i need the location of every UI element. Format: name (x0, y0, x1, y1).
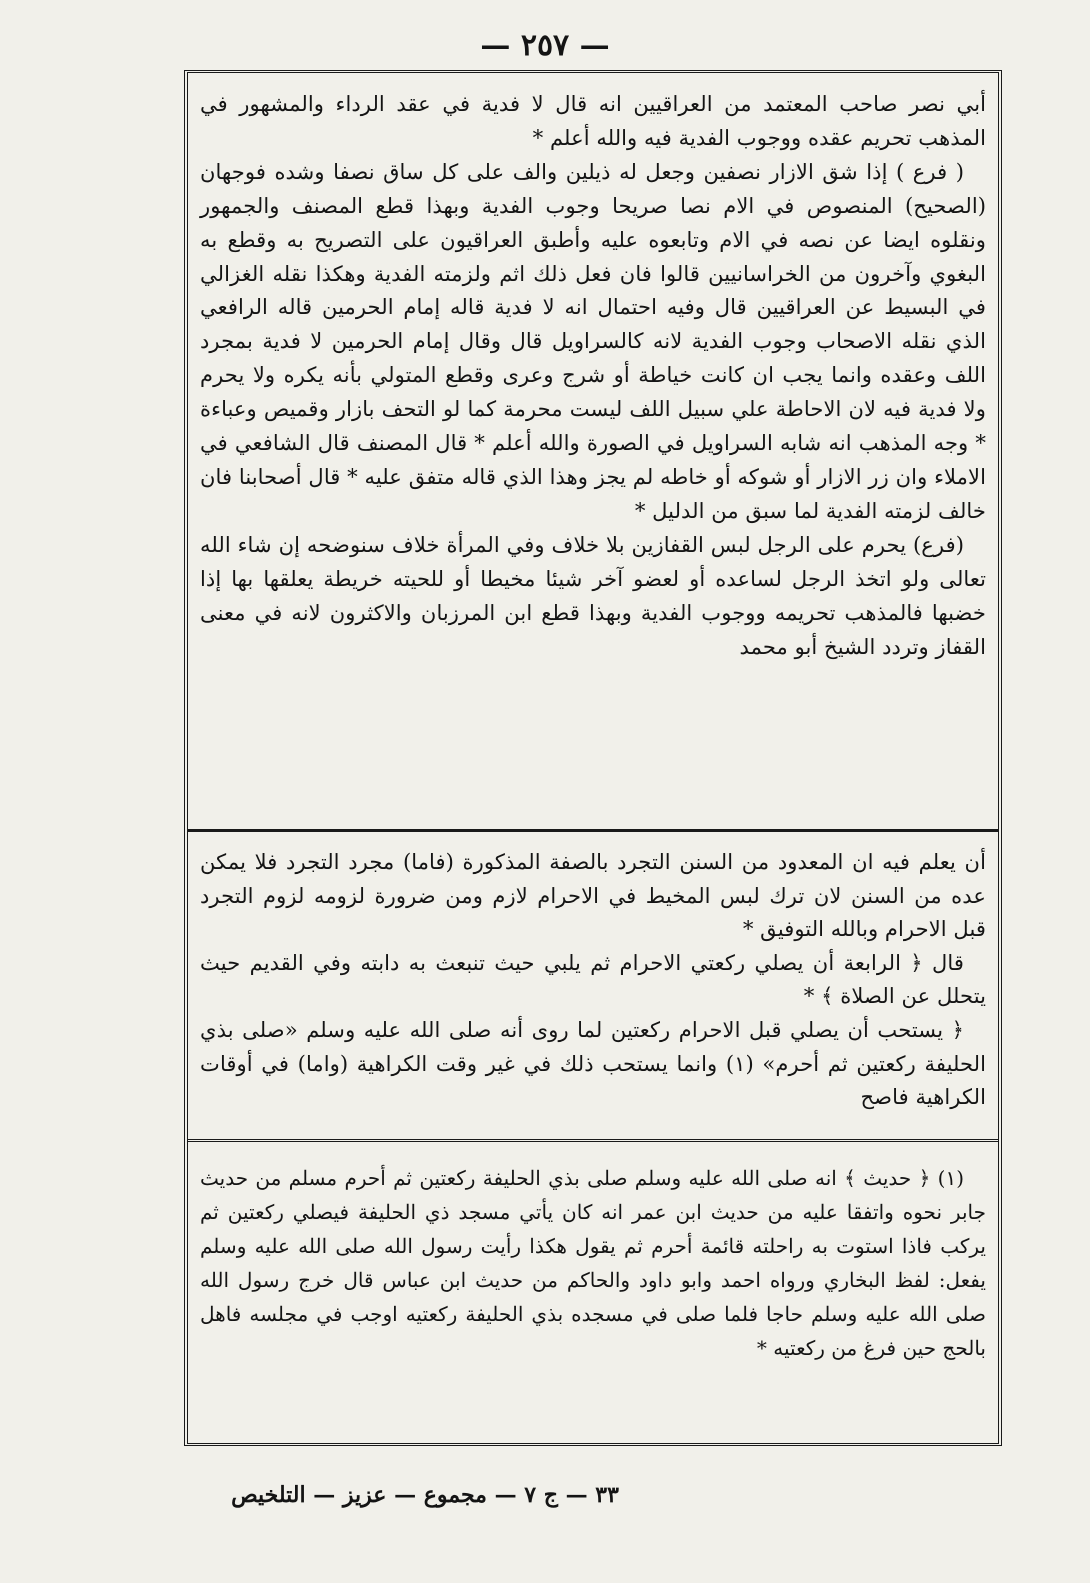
signature-line: ٣٣ — ج ٧ — مجموع — عزيز — التلخيص (231, 1482, 619, 1508)
section-divider (188, 829, 998, 832)
commentary-paragraph: ﴿ يستحب أن يصلي قبل الاحرام ركعتين لما روى أنه صلى الله عليه وسلم «صلى بذي الحليفة ركعتين ثم أحرم» (١) وانما يستحب ذلك في غير وقت الكراهية (واما) في أوقات الكراهية فاصح (200, 1016, 987, 1110)
main-text (200, 87, 986, 663)
page-frame (184, 70, 1002, 1446)
footnote-divider (188, 1139, 998, 1146)
main-paragraph: (فرع) يحرم على الرجل لبس القفازين بلا خلاف وفي المرأة خلاف سنوضحه إن شاء الله تعالى ولو اتخذ الرجل لساعده أو لعضو آخر شيئا مخيطا أو للحيته خريطة يعلقها بها إذا خضبها فالمذهب تحريمه ووجوب الفدية وبهذا قطع ابن المرزبان والاكثرون لانه في معنى القفاز وتردد الشيخ أبو محمد (200, 531, 986, 659)
commentary-text (200, 845, 986, 1114)
commentary-paragraph: قال ﴿ الرابعة أن يصلي ركعتي الاحرام ثم يلبي حيث تنبعث به دابته وفي القديم حيث يتحلل عن الصلاة ﴾ * (200, 949, 986, 1009)
page-number: — ٢٥٧ — (480, 28, 610, 63)
main-paragraph: أبي نصر صاحب المعتمد من العراقيين انه قال لا فدية في عقد الرداء والمشهور في المذهب تحريم عقده ووجوب الفدية فيه والله أعلم * (200, 91, 986, 150)
commentary-paragraph: أن يعلم فيه ان المعدود من السنن التجرد بالصفة المذكورة (فاما) مجرد التجرد فلا يمكن عده من السنن لان ترك لبس المخيط في الاحرام لازم ومن ضرورة لزومه لزوم التجرد قبل الاحرام وبالله التوفيق * (200, 849, 986, 942)
footnote (200, 1161, 986, 1365)
footnote-paragraph: (١) ﴿ حديث ﴾ انه صلى الله عليه وسلم صلى بذي الحليفة ركعتين ثم أحرم مسلم من حديث جابر نحوه واتفقا عليه من حديث ابن عمر انه كان يأتي مسجد ذي الحليفة فيصلي ركعتين ثم يركب فاذا استوت به راحلته قائمة أحرم ثم يقول هكذا رأيت رسول الله صلى الله عليه وسلم يفعل: لفظ البخاري ورواه احمد وابو داود والحاكم من حديث ابن عباس قال خرج رسول الله صلى الله عليه وسلم حاجا فلما صلى في مسجده بذي الحليفة ركعتيه اوجب في مجلسه فاهل بالحج حين فرغ من ركعتيه * (200, 1166, 986, 1360)
main-paragraph: ( فرع ) إذا شق الازار نصفين وجعل له ذيلين والف على كل ساق نصفا وشده فوجهان (الصحيح) المنصوص في الام نصا صريحا وجوب الفدية وبهذا قطع المصنف والجمهور ونقلوه ايضا عن نصه في الام وتابعوه عليه وأطبق العراقيون على التصريح به وقطع به البغوي وآخرون من الخراسانيين قالوا فان فعل ذلك اثم ولزمته الفدية وهكذا نقله الغزالي في البسيط عن العراقيين قال وفيه احتمال انه لا فدية قاله إمام الحرمين قاله الرافعي الذي نقله الاصحاب وجوب الفدية لانه كالسراويل قال وقال إمام الحرمين لا فدية بمجرد اللف وعقده وانما يجب ان كانت خياطة أو شرج وعرى وقطع المتولي بأنه يكره ولا يحرم ولا فدية فيه لان الاحاطة علي سبيل اللف ليست محرمة كما لو التحف بازار وقميص وعباءة * وجه المذهب انه شابه السراويل في الصورة والله أعلم * قال المصنف قال الشافعي في الاملاء وان زر الازار أو شوكه أو خاطه لم يجز وهذا الذي قاله متفق عليه * قال أصحابنا فان خالف لزمته الفدية لما سبق من الدليل * (200, 158, 986, 523)
